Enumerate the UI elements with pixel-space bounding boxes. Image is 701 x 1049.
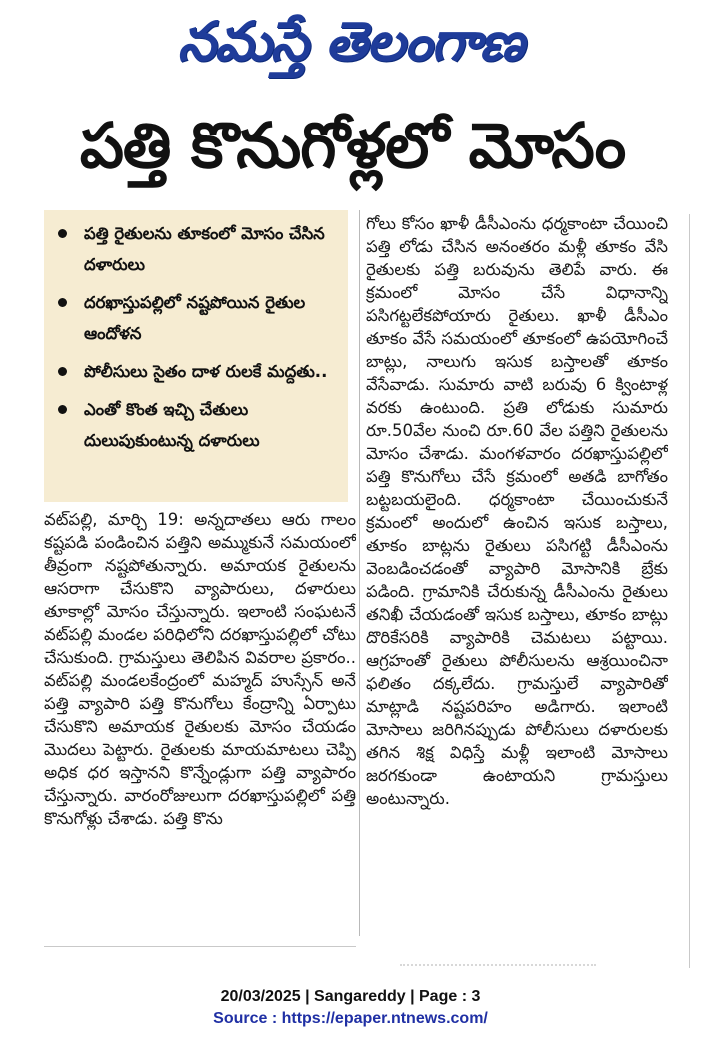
column-divider	[359, 210, 360, 936]
headline-text: పత్తి కొనుగోళ్లలో మోసం	[79, 109, 626, 182]
highlights-box	[44, 210, 348, 502]
dotted-separator	[400, 964, 596, 970]
newspaper-masthead	[0, 0, 701, 92]
highlight-text: ఎంతో కొంత ఇచ్చి చేతులు దులుపుకుంటున్న దళారులు	[84, 400, 260, 450]
article-body-right-column: గోలు కోసం ఖాళీ డీసీఎంను ధర్మకాంటా చేయించి పత్తి లోడు చేసిన అనంతరం మళ్లీ తూకం వేసి రైతులకు పత్తి బరువును తెలిపే వారు. ఈ క్రమంలో మోసం చేసే విధానాన్ని పసిగట్టలేకపోయారు రైతులు. ఖాళీ డీసీఎం తూకం వేసే సమయంలో తూకంలో ఉపయోగించే బాట్లు, నాలుగు ఇసుక బస్తాలతో తూకం వేసేవాడు. సుమారు వాటి బరువు 6 క్వింటాళ్ల వరకు ఉంటుంది. ప్రతి లోడుకు సుమారు రూ.50వేల నుంచి రూ.60 వేల పత్తిని రైతులను మోసం చేశాడు. మంగళవారం దరఖాస్తుపల్లిలో పత్తి కొనుగోలు చేసే క్రమంలో అతడి బాగోతం బట్టబయలైంది. ధర్మకాంటా చేయించుకునే క్రమంలో అందులో ఉంచిన ఇసుక బస్తాలు, తూకం బాట్లను రైతులు పసిగట్టి డీసీఎంను వెంబడించడంతో వ్యాపారి మోసానికి బ్రేకు పడింది. గ్రామానికి చేరుకున్న డీసీఎంను రైతులు తనిఖీ చేయడంతో ఇసుక బస్తాలు, తూకం బాట్లు దొరికేసరికి వ్యాపారికి చెమటలు పట్టాయి. ఆగ్రహంతో రైతులు పోలీసులను ఆశ్రయించినా ఫలితం దక్కలేదు. గ్రామస్తులే వ్యాపారితో మాట్లాడి నష్టపరిహం అడిగారు. ఇలాంటి మోసాలు జరిగినప్పుడు పోలీసులు దళారులకు తగిన శిక్ష విధిస్తే మళ్లీ ఇలాంటి మోసాలు జరగకుండా ఉంటాయని గ్రామస్తులు అంటున్నారు.	[366, 214, 668, 808]
bullet-icon	[58, 405, 67, 414]
bullet-icon	[58, 367, 67, 376]
source-link[interactable]: Source : https://epaper.ntnews.com/	[213, 1010, 488, 1027]
edition-info: 20/03/2025 | Sangareddy | Page : 3	[220, 988, 481, 1005]
right-border-rule	[689, 214, 690, 968]
highlight-text: దరఖాస్తుపల్లిలో నష్టపోయిన రైతుల ఆందోళన	[84, 293, 306, 343]
article-headline	[20, 96, 685, 198]
article-body-left-column: వట్‌పల్లి, మార్చి 19: అన్నదాతలు ఆరు గాలం కష్టపడి పండించిన పత్తిని అమ్ముకునే సమయంలో తీవ్రంగా నష్టపోతున్నారు. అమాయక రైతులను ఆసరాగా చేసుకొని వ్యాపారులు, దళారులు తూకాల్లో మోసం చేస్తున్నారు. ఇలాంటి సంఘటనే వట్‌పల్లి మండల పరిధిలోని దరఖాస్తుపల్లిలో చోటు చేసుకుంది. గ్రామస్తులు తెలిపిన వివరాల ప్రకారం.. వట్‌పల్లి మండలకేంద్రంలో మహ్మద్ హుస్సేన్ అనే పత్తి వ్యాపారి పత్తి కొనుగోలు కేంద్రాన్ని ఏర్పాటు చేసుకొని అమాయక రైతులకు మోసం చేయడం మొదలు పెట్టారు. రైతులకు మాయమాటలు చెప్పి అధిక ధర ఇస్తానని కొన్నేండ్లుగా పత్తి వ్యాపారం చేస్తున్నారు. వారంరోజులుగా దరఖాస్తుపల్లిలో పత్తి కొనుగోళ్లు చేశాడు. పత్తి కొను	[44, 510, 356, 828]
highlight-item	[54, 394, 342, 456]
bottom-rule	[44, 946, 356, 947]
highlight-item	[54, 356, 342, 387]
highlight-item	[54, 218, 342, 280]
masthead-title: నమస్తే తెలంగాణ	[177, 10, 524, 73]
bullet-icon	[58, 229, 67, 238]
bullet-icon	[58, 298, 67, 307]
highlight-text: పత్తి రైతులను తూకంలో మోసం చేసిన దళారులు	[84, 224, 325, 274]
highlight-text: పోలీసులు సైతం దాళ రులకే మద్దతు..	[84, 362, 328, 381]
highlight-item	[54, 287, 342, 349]
